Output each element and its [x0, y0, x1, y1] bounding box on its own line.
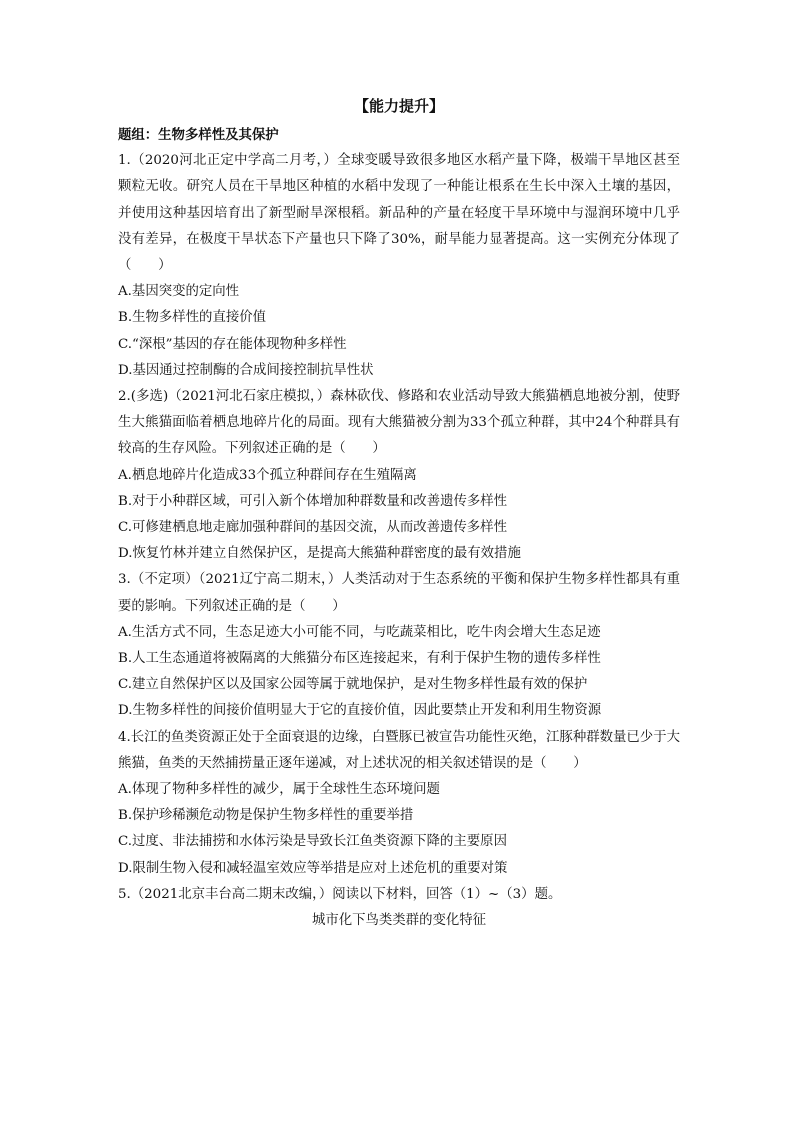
section-title: 【能力提升】: [353, 97, 444, 115]
option-c: C.“深根”基因的存在能体现物种多样性: [118, 336, 347, 352]
option-d: D.限制生物入侵和减轻温室效应等举措是应对上述危机的重要对策: [118, 860, 508, 876]
question-1: [118, 148, 680, 384]
question-stem: 5.（2021北京丰台高二期末改编，）阅读以下材料，回答（1）~（3）题。: [118, 886, 562, 902]
option-a: A.基因突变的定向性: [118, 284, 240, 300]
question-2: [118, 384, 680, 567]
question-stem: 1.（2020河北正定中学高二月考，）全球变暖导致很多地区水稻产量下降，极端干旱地区甚至颗粒无收。研究人员在干旱地区种植的水稻中发现了一种能让根系在生长中深入土壤的基因，并使用这种基因培育出了新型耐旱深根稻。新品种的产量在轻度干旱环境中与湿润环境中几乎没有差异，在极度干旱状态下产量也只下降了30%，耐旱能力显著提高。这一实例充分体现了（ ）: [118, 153, 680, 274]
option-b: B.对于小种群区域，可引入新个体增加种群数量和改善遗传多样性: [118, 493, 508, 509]
question-stem: 3.（不定项）（2021辽宁高二期末，）人类活动对于生态系统的平衡和保护生物多样性都具有重要的影响。下列叙述正确的是（ ）: [118, 572, 680, 614]
option-a: A.体现了物种多样性的减少，属于全球性生态环境问题: [118, 782, 440, 798]
option-a: A.栖息地碎片化造成33个孤立种群间存在生殖隔离: [118, 467, 417, 483]
question-stem: 2.(多选)（2021河北石家庄模拟，）森林砍伐、修路和农业活动导致大熊猫栖息地被分割，使野生大熊猫面临着栖息地碎片化的局面。现有大熊猫被分割为33个孤立种群，其中24个种群具有较高的生存风险。下列叙述正确的是（ ）: [118, 389, 680, 457]
option-b: B.人工生态通道将被隔离的大熊猫分布区连接起来，有利于保护生物的遗传多样性: [118, 651, 601, 667]
material-title: 城市化下鸟类类群的变化特征: [311, 913, 487, 929]
option-b: B.生物多样性的直接价值: [118, 310, 267, 326]
option-c: C.建立自然保护区以及国家公园等属于就地保护，是对生物多样性最有效的保护: [118, 677, 588, 693]
option-d: D.基因通过控制酶的合成间接控制抗旱性状: [118, 362, 374, 378]
option-c: C.过度、非法捕捞和水体污染是导致长江鱼类资源下降的主要原因: [118, 834, 507, 850]
question-4: [118, 725, 680, 882]
option-d: D.恢复竹林并建立自然保护区，是提高大熊猫种群密度的最有效措施: [118, 546, 521, 562]
worksheet-content: [118, 94, 680, 934]
option-c: C.可修建栖息地走廊加强种群间的基因交流，从而改善遗传多样性: [118, 520, 507, 536]
topic-group-heading: 题组：生物多样性及其保护: [118, 127, 279, 143]
option-a: A.生活方式不同，生态足迹大小可能不同，与吃蔬菜相比，吃牛肉会增大生态足迹: [118, 624, 601, 640]
question-5: [118, 882, 680, 908]
option-b: B.保护珍稀濒危动物是保护生物多样性的重要举措: [118, 808, 414, 824]
question-stem: 4.长江的鱼类资源正处于全面衰退的边缘，白暨豚已被宣告功能性灭绝，江豚种群数量已少于大熊猫，鱼类的天然捕捞量正逐年递减，对上述状况的相关叙述错误的是（ ）: [118, 729, 680, 771]
option-d: D.生物多样性的间接价值明显大于它的直接价值，因此要禁止开发和利用生物资源: [118, 703, 602, 719]
question-3: [118, 567, 680, 724]
